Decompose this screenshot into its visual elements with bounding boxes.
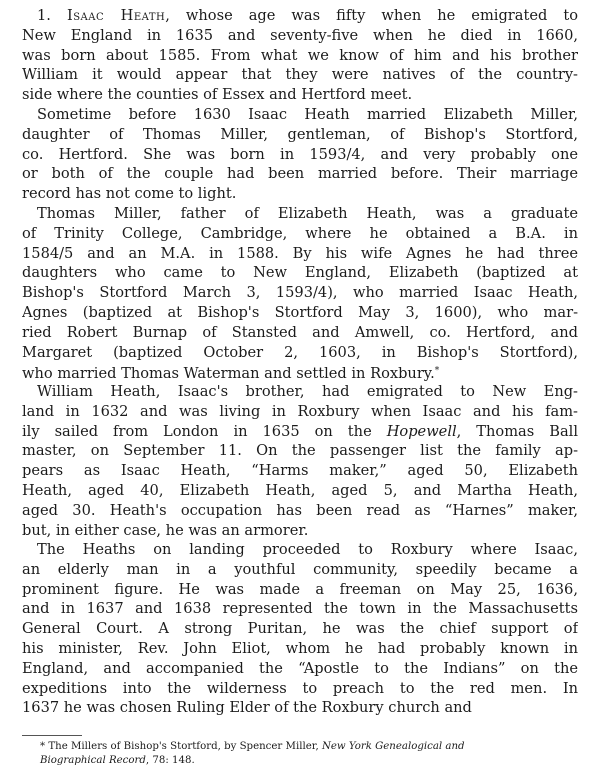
text-line: [22, 461, 578, 481]
text-line: [22, 402, 578, 422]
text-run: 1637 he was chosen Ruling Elder of the Roxbury church and: [22, 699, 472, 717]
text-line: [22, 184, 578, 204]
text-run: , 78: 148.: [145, 754, 195, 766]
text-run: expeditions into the wilderness to preach to the red men. In: [22, 679, 578, 697]
text-run: who married Thomas Waterman and settled in Roxbury.: [22, 365, 435, 383]
text-run: or both of the couple had been married before. Their marriage: [22, 165, 578, 183]
text-line: [22, 323, 578, 343]
text-line: [22, 422, 578, 442]
text-line: [22, 65, 578, 85]
italic-text: New York Genealogical and: [321, 741, 465, 752]
text-line: [22, 164, 578, 184]
text-run: was born about 1585. From what we know of him and his brother: [22, 46, 578, 64]
text-run: ried Robert Burnap of Stansted and Amwell, co. Hertford, and: [22, 323, 578, 341]
footnote-line: [40, 740, 560, 754]
text-line: [22, 441, 578, 461]
text-line: [22, 481, 578, 501]
text-run: prominent figure. He was made a freeman on May 25, 1636,: [22, 580, 578, 598]
small-caps-name: Isaac Heath: [66, 7, 166, 24]
text-line: [22, 105, 578, 125]
text-run: ily sailed from London in 1635 on the: [22, 422, 387, 440]
text-line: [22, 125, 578, 145]
text-line: [22, 362, 578, 384]
text-line: [22, 263, 578, 283]
text-run: co. Hertford. She was born in 1593/4, and very probably one: [22, 145, 578, 163]
italic-text: Biographical Record: [40, 754, 146, 766]
text-run: but, in either case, he was an armorer.: [22, 521, 309, 539]
text-line: [22, 659, 578, 679]
text-line: [22, 145, 578, 165]
text-run: side where the counties of Essex and Hertford meet.: [22, 86, 413, 104]
text-run: William it would appear that they were natives of the country-: [22, 66, 578, 84]
text-line: [22, 560, 578, 580]
text-run: and in 1637 and 1638 represented the town in the Massachusetts: [22, 600, 578, 618]
paragraph-william-heath: [22, 382, 578, 540]
text-run: * The Millers of Bishop's Stortford, by Spencer Miller,: [40, 741, 322, 752]
text-run: daughters who came to New England, Elizabeth (baptized at: [22, 264, 578, 282]
text-line: [22, 639, 578, 659]
text-line: [22, 679, 578, 699]
paragraph-roxbury: [22, 540, 578, 718]
text-run: land in 1632 and was living in Roxbury when Isaac and his fam-: [22, 402, 578, 420]
text-line: [22, 26, 578, 46]
paragraph-thomas-miller: [22, 204, 578, 384]
text-line: [22, 224, 578, 244]
text-run: General Court. A strong Puritan, he was the chief support of: [22, 620, 578, 638]
text-run: pears as Isaac Heath, “Harms maker,” aged 50, Elizabeth: [22, 462, 578, 480]
text-line: [22, 619, 578, 639]
text-line: [22, 343, 578, 363]
text-run: The Heaths on landing proceeded to Roxbury where Isaac,: [37, 541, 578, 558]
text-line: [22, 580, 578, 600]
text-line: [22, 283, 578, 303]
text-run: Heath, aged 40, Elizabeth Heath, aged 5, and Martha Heath,: [22, 481, 578, 499]
text-line: [22, 698, 578, 718]
text-run: New England in 1635 and seventy-five when he died in 1660,: [22, 26, 578, 44]
text-run: Bishop's Stortford March 3, 1593/4), who married Isaac Heath,: [22, 284, 578, 302]
text-run: of Trinity College, Cambridge, where he obtained a B.A. in: [22, 224, 578, 242]
text-run: aged 30. Heath's occupation has been read as “Harnes” maker,: [22, 501, 578, 519]
text-run: his minister, Rev. John Eliot, whom he had probably known in: [22, 639, 578, 657]
text-run: Sometime before 1630 Isaac Heath married Elizabeth Miller,: [37, 106, 578, 123]
paragraph-marriage: [22, 105, 578, 204]
text-line: [22, 540, 578, 560]
text-run: , whose age was fifty when he emigrated to: [165, 7, 578, 24]
text-line: [22, 521, 578, 541]
text-run: daughter of Thomas Miller, gentleman, of Bishop's Stortford,: [22, 125, 578, 143]
text-run: 1584/5 and an M.A. in 1588. By his wife Agnes he had three: [22, 244, 578, 262]
text-run: 1.: [37, 7, 67, 24]
footnote-rule: [22, 735, 82, 736]
footnote: [40, 740, 560, 768]
paragraph-isaac-heath-intro: [22, 6, 578, 105]
text-run: William Heath, Isaac's brother, had emigrated to New Eng-: [37, 383, 578, 400]
text-run: master, on September 11. On the passenger list the family ap-: [22, 442, 578, 460]
text-line: [22, 204, 578, 224]
text-line: [22, 6, 578, 26]
text-run: an elderly man in a youthful community, speedily became a: [22, 560, 578, 578]
text-line: [22, 46, 578, 66]
text-line: [22, 303, 578, 323]
text-run: , Thomas Ball: [456, 422, 578, 440]
text-run: record has not come to light.: [22, 185, 237, 203]
footnote-line: [40, 754, 560, 768]
text-run: Margaret (baptized October 2, 1603, in Bishop's Stortford),: [22, 343, 578, 361]
text-line: [22, 382, 578, 402]
text-run: Thomas Miller, father of Elizabeth Heath, was a graduate: [37, 205, 578, 222]
text-run: Agnes (baptized at Bishop's Stortford May 3, 1600), who mar-: [22, 303, 578, 321]
text-line: [22, 501, 578, 521]
footnote-marker: *: [434, 366, 440, 377]
text-line: [22, 85, 578, 105]
text-line: [22, 244, 578, 264]
text-line: [22, 599, 578, 619]
italic-text: Hopewell: [386, 422, 457, 440]
text-run: England, and accompanied the “Apostle to the Indians” on the: [22, 659, 578, 677]
